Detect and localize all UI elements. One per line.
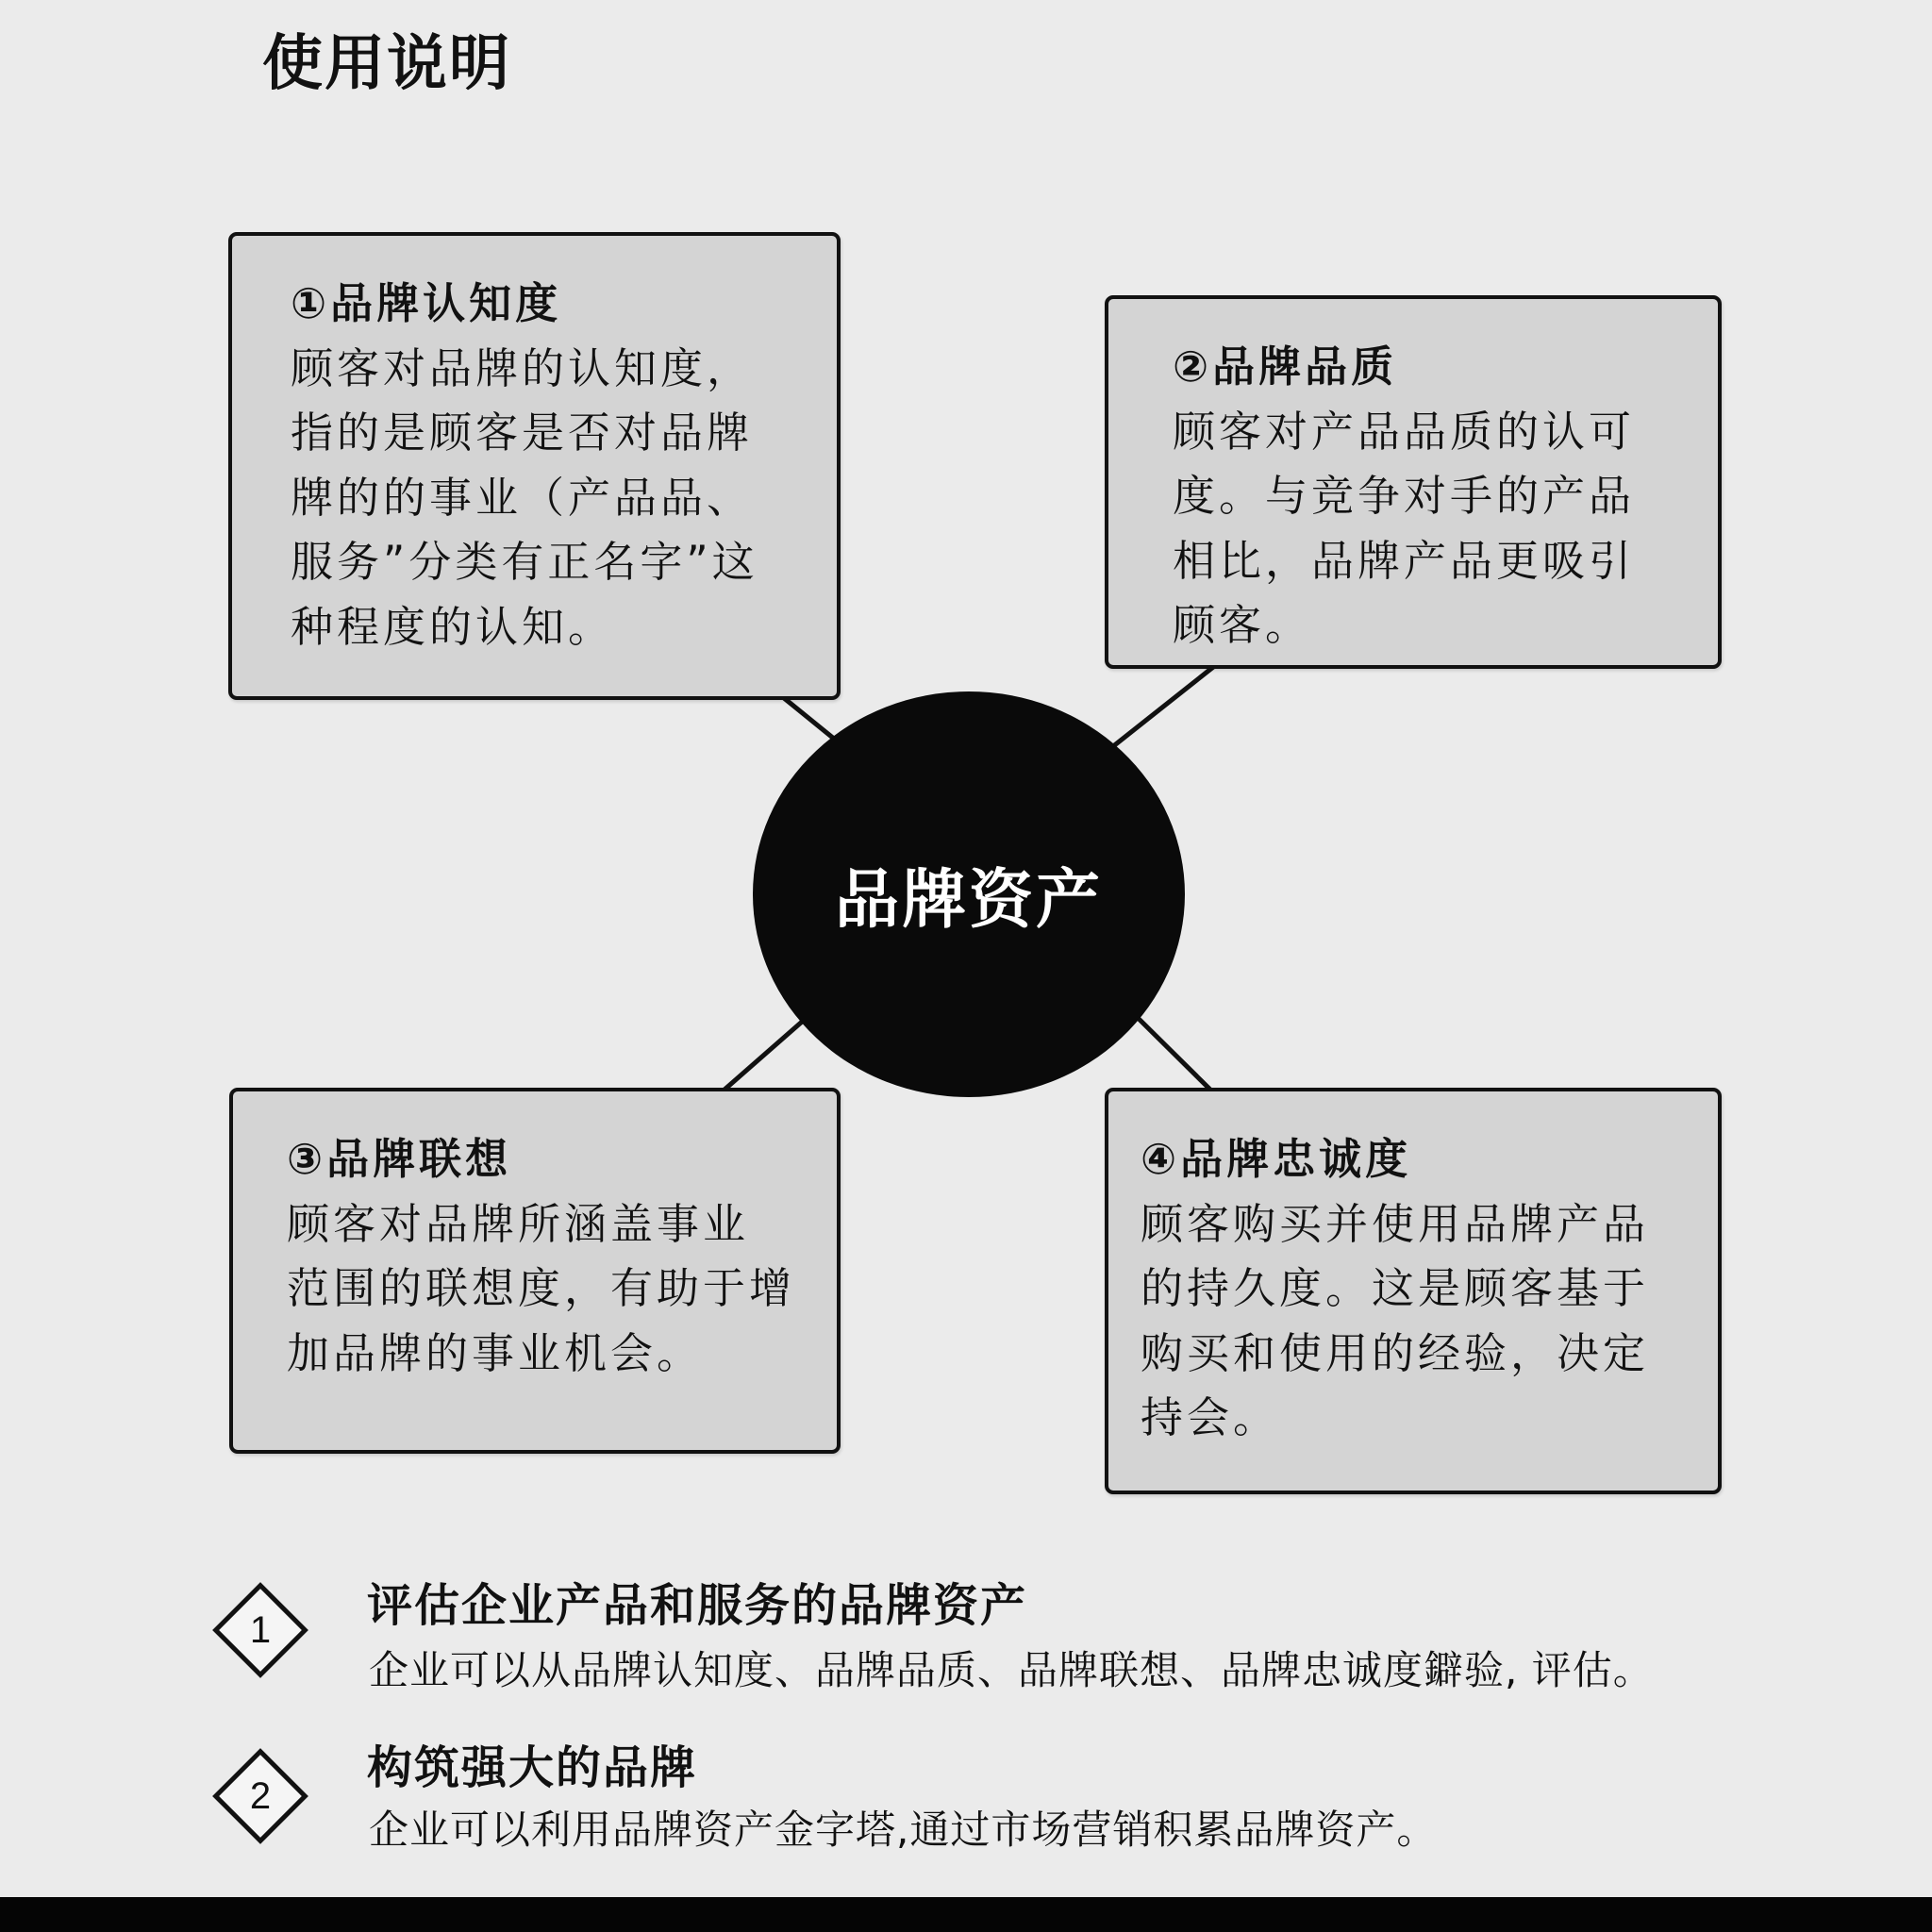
page-title: 使用说明 (262, 29, 511, 99)
box-text-line: 顾客。 (1173, 600, 1312, 650)
brand-loyalty-box (1105, 1088, 1722, 1494)
box-text-line: 相比，品牌产品更吸引 (1173, 535, 1636, 586)
box-text-line: 顾客对品牌所涵盖事业 (287, 1198, 750, 1249)
box-title: ③品牌联想 (287, 1134, 512, 1184)
brand-awareness-box (228, 232, 841, 700)
usage-body: 企业可以利用品牌资产金字塔,通过市场营销积累品牌资产。 (369, 1807, 1438, 1853)
box-text-line: 范围的联想度，有助于增 (287, 1263, 796, 1313)
usage-number: 2 (249, 1775, 272, 1817)
box-text-line: 顾客购买并使用品牌产品 (1141, 1198, 1650, 1249)
usage-heading: 评估企业产品和服务的品牌资产 (367, 1579, 1028, 1632)
hub-label: 品牌资产 (834, 862, 1103, 938)
usage-heading: 构筑强大的品牌 (367, 1741, 698, 1794)
box-title: ②品牌品质 (1173, 341, 1398, 391)
box-text-line: 持会。 (1141, 1392, 1280, 1442)
box-text-line: 服务”分类有正名字”这 (291, 537, 758, 587)
box-title: ④品牌忠诚度 (1141, 1134, 1412, 1184)
box-text-line: 购买和使用的经验，决定 (1141, 1327, 1650, 1378)
box-text-line: 指的是顾客是否对品牌 (291, 408, 754, 458)
box-text-line: 顾客对品牌的认知度， (291, 342, 754, 393)
connector-line-4 (1127, 1008, 1217, 1096)
box-text-line: 牌的的事业（产品品、 (291, 472, 754, 523)
box-text-line: 种程度的认知。 (291, 601, 615, 652)
brand-equity-hub (753, 691, 1185, 1097)
box-text-line: 顾客对产品品质的认可 (1173, 406, 1636, 457)
usage-number: 1 (249, 1609, 272, 1651)
box-text-line: 度。与竞争对手的产品 (1173, 471, 1636, 521)
brand-quality-box (1105, 295, 1722, 669)
box-text-line: 的持久度。这是顾客基于 (1141, 1263, 1650, 1313)
box-title: ①品牌认知度 (291, 278, 562, 328)
connector-line-2 (1099, 660, 1222, 758)
box-text-line: 加品牌的事业机会。 (287, 1327, 704, 1378)
brand-association-box (229, 1088, 841, 1454)
usage-body: 企业可以从品牌认知度、品牌品质、品牌联想、品牌忠诚度鐴验, 评估。 (369, 1647, 1654, 1693)
